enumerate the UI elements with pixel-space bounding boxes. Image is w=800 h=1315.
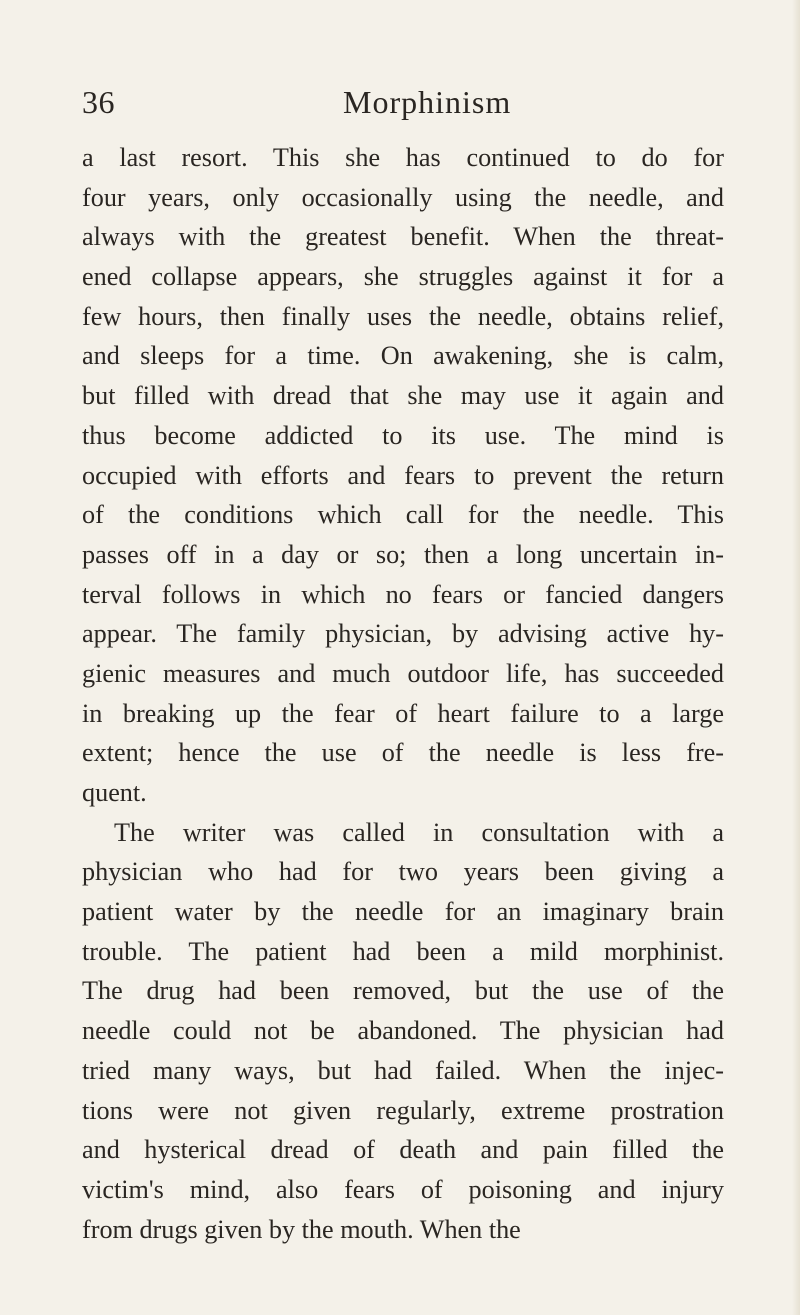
paragraph-start-line: The writer was called in consultation with a (114, 817, 724, 847)
page-number: 36 (82, 84, 115, 120)
text-line: few hours, then finally uses the needle, obtains relief, (82, 301, 724, 331)
text-line: tried many ways, but had failed. When the injec- (82, 1055, 724, 1085)
text-line: in breaking up the fear of heart failure to a large (82, 698, 724, 728)
text-line: needle could not be abandoned. The physician had (82, 1016, 724, 1046)
text-line: and sleeps for a time. On awakening, she is calm, (82, 341, 724, 371)
text-line: occupied with efforts and fears to prevent the return (82, 460, 724, 490)
text-line: from drugs given by the mouth. When the (82, 1214, 521, 1244)
text-line: and hysterical dread of death and pain filled the (82, 1135, 724, 1165)
text-line: but filled with dread that she may use it again and (82, 381, 724, 411)
text-line: physician who had for two years been giving a (82, 857, 724, 887)
text-line: trouble. The patient had been a mild morphinist. (82, 936, 724, 966)
text-line: The drug had been removed, but the use of the (82, 976, 724, 1006)
text-line: victim's mind, also fears of poisoning and injury (82, 1174, 724, 1204)
text-line: thus become addicted to its use. The mind is (82, 420, 724, 450)
text-line: quent. (82, 778, 147, 807)
text-line: patient water by the needle for an imaginary brain (82, 897, 724, 927)
text-line: passes off in a day or so; then a long uncertain in- (82, 539, 724, 569)
running-title: Morphinism (343, 84, 512, 120)
text-line: four years, only occasionally using the needle, and (82, 182, 724, 212)
page-edge-shadow (792, 0, 800, 1315)
page-header (82, 84, 722, 124)
text-line: always with the greatest benefit. When the threat- (82, 222, 724, 252)
text-line: ened collapse appears, she struggles against it for a (82, 262, 724, 292)
text-line: of the conditions which call for the needle. This (82, 500, 724, 530)
text-line: terval follows in which no fears or fancied dangers (82, 579, 724, 609)
body-text (82, 138, 724, 1249)
text-line: a last resort. This she has continued to do for (82, 143, 724, 172)
text-line: gienic measures and much outdoor life, has succeeded (82, 658, 724, 688)
text-line: extent; hence the use of the needle is less fre- (82, 738, 724, 768)
text-line: tions were not given regularly, extreme prostration (82, 1095, 724, 1125)
text-line: appear. The family physician, by advising active hy- (82, 619, 724, 649)
